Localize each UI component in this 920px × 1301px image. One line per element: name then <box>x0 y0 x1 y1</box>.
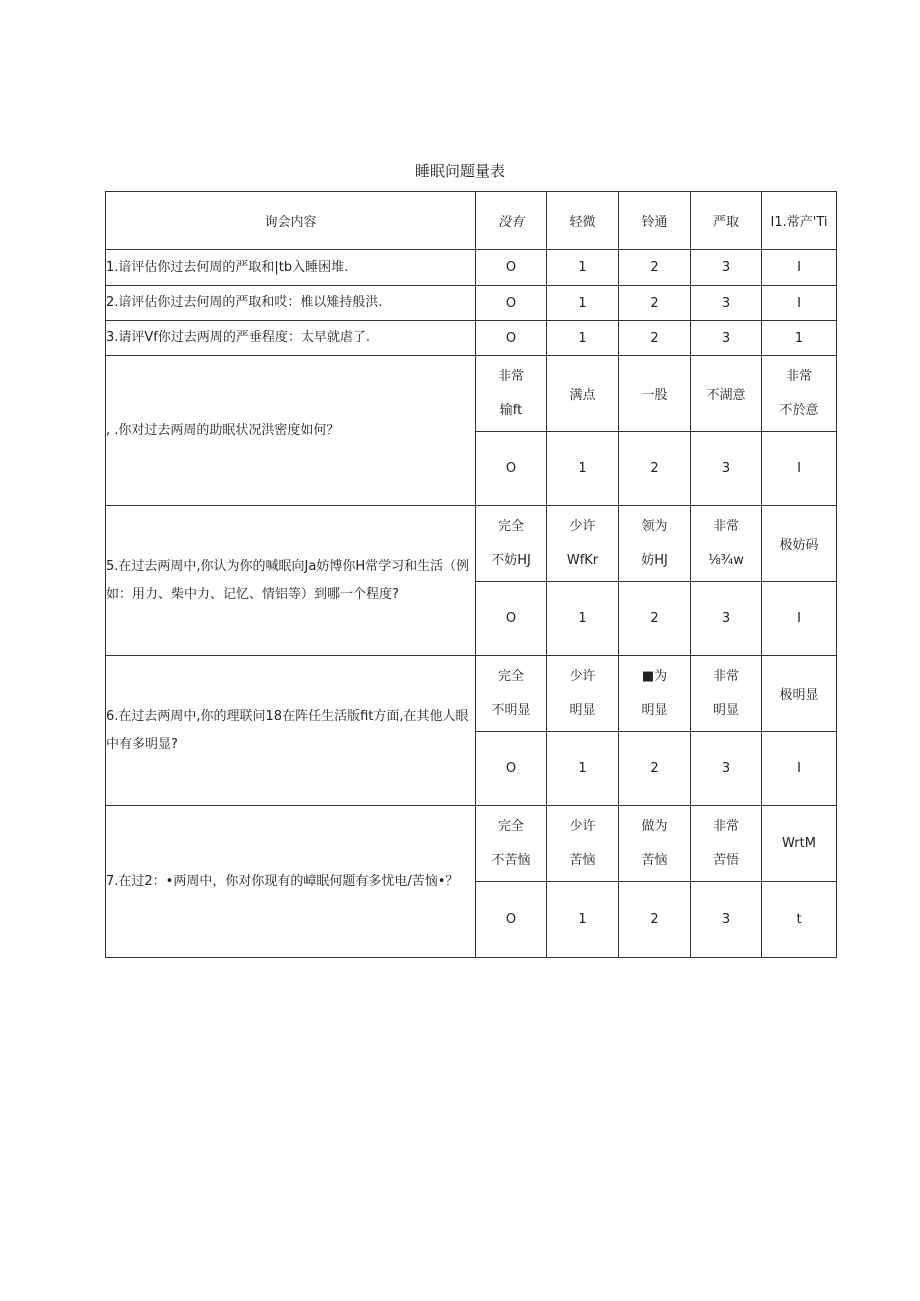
table-row <box>106 250 837 286</box>
option-cell[interactable] <box>691 806 762 882</box>
option-line: ■为 <box>641 668 668 684</box>
option-line: 不苦恼 <box>491 852 531 868</box>
option-line: ⅛¾w <box>708 552 744 568</box>
option-line: 完全 <box>497 668 524 684</box>
option-cell[interactable] <box>691 506 762 582</box>
option-line: 不妨HJ <box>491 552 531 568</box>
option-line: 非常 <box>497 368 524 384</box>
score-cell[interactable]: 3 <box>691 286 762 321</box>
option-line: 非常 <box>785 368 812 384</box>
header-content: 询会内容 <box>106 192 476 250</box>
option-line: 非常 <box>712 518 739 534</box>
option-line: WfKr <box>566 552 599 568</box>
score-cell[interactable]: 1 <box>547 250 619 286</box>
score-cell[interactable]: 1 <box>547 582 619 656</box>
option-line: 不明显 <box>491 702 531 718</box>
option-line: 输ft <box>499 402 523 418</box>
score-cell[interactable]: 2 <box>619 882 691 958</box>
score-cell[interactable]: 1 <box>547 286 619 321</box>
option-cell[interactable] <box>619 806 691 882</box>
option-cell[interactable] <box>476 356 547 432</box>
score-cell[interactable]: 1 <box>547 882 619 958</box>
option-line: 苦悟 <box>712 852 739 868</box>
option-cell[interactable] <box>762 356 837 432</box>
score-cell[interactable]: I <box>762 286 837 321</box>
question-6: 6.在过去两周中,你的理联问18在阵任生活版fit方面,在其他人眼中有多明显? <box>106 656 476 806</box>
score-cell[interactable]: 2 <box>619 732 691 806</box>
header-row <box>106 192 837 250</box>
score-cell[interactable]: I <box>762 582 837 656</box>
option-cell[interactable]: 不湖意 <box>691 356 762 432</box>
score-cell[interactable]: 2 <box>619 250 691 286</box>
score-cell[interactable]: 3 <box>691 582 762 656</box>
score-cell[interactable]: I <box>762 732 837 806</box>
option-line: 妨HJ <box>641 552 668 568</box>
sleep-scale-table <box>105 191 837 958</box>
header-col-moderate: 铃通 <box>619 192 691 250</box>
score-cell[interactable]: 2 <box>619 286 691 321</box>
option-cell[interactable] <box>547 506 619 582</box>
score-cell[interactable]: 1 <box>547 432 619 506</box>
option-line: 苦恼 <box>569 852 596 868</box>
score-cell[interactable]: 1 <box>547 732 619 806</box>
option-cell[interactable] <box>547 806 619 882</box>
options-row <box>106 356 837 432</box>
option-cell[interactable] <box>619 506 691 582</box>
option-cell[interactable] <box>476 806 547 882</box>
score-cell[interactable]: O <box>476 432 547 506</box>
option-cell[interactable]: 一股 <box>619 356 691 432</box>
score-cell[interactable]: 2 <box>619 582 691 656</box>
option-cell[interactable]: WrtM <box>762 806 837 882</box>
header-col-mild: 轻微 <box>547 192 619 250</box>
score-cell[interactable]: 3 <box>691 732 762 806</box>
score-cell[interactable]: O <box>476 321 547 356</box>
option-line: 少许 <box>569 668 596 684</box>
score-cell[interactable]: 3 <box>691 250 762 286</box>
score-cell[interactable]: O <box>476 882 547 958</box>
question-1: 1.谙评估你过去何周的严取和|tb入睡困堆. <box>106 250 476 286</box>
table-row <box>106 286 837 321</box>
question-3: 3.请评Vf你过去两周的严垂程度：太早就虐了. <box>106 321 476 356</box>
options-row <box>106 506 837 582</box>
option-line: 非常 <box>712 818 739 834</box>
score-cell[interactable]: O <box>476 582 547 656</box>
score-cell[interactable]: t <box>762 882 837 958</box>
option-cell[interactable]: 满点 <box>547 356 619 432</box>
score-cell[interactable]: O <box>476 250 547 286</box>
option-cell[interactable] <box>547 656 619 732</box>
options-row <box>106 656 837 732</box>
options-row <box>106 806 837 882</box>
score-cell[interactable]: 2 <box>619 321 691 356</box>
score-cell[interactable]: O <box>476 286 547 321</box>
question-7: 7.在过2：•两周中，你对你现有的嶂眠何题有多忧电/苦恼•？ <box>106 806 476 958</box>
option-cell[interactable] <box>476 656 547 732</box>
score-cell[interactable]: 3 <box>691 321 762 356</box>
option-line: 苦恼 <box>641 852 668 868</box>
score-cell[interactable]: 2 <box>619 432 691 506</box>
score-cell[interactable]: O <box>476 732 547 806</box>
score-cell[interactable]: 1 <box>547 321 619 356</box>
option-cell[interactable] <box>691 656 762 732</box>
score-cell[interactable]: I <box>762 250 837 286</box>
header-col-very-severe: I1.常产'Ti <box>762 192 837 250</box>
option-line: 明显 <box>712 702 739 718</box>
question-4: , .你对过去两周的助眠状况洪密度如何？ <box>106 356 476 506</box>
option-line: 少许 <box>569 818 596 834</box>
option-line: 明显 <box>641 702 668 718</box>
option-cell[interactable] <box>476 506 547 582</box>
option-line: 不於意 <box>779 402 819 418</box>
option-line: 完全 <box>497 518 524 534</box>
score-cell[interactable]: 1 <box>762 321 837 356</box>
question-2: 2.谙评估你过去何周的严取和哎：椎以雉持般洪. <box>106 286 476 321</box>
score-cell[interactable]: 3 <box>691 882 762 958</box>
option-line: 明显 <box>569 702 596 718</box>
option-line: 领为 <box>641 518 668 534</box>
option-cell[interactable]: 极妨码 <box>762 506 837 582</box>
table-row <box>106 321 837 356</box>
question-5: 5.在过去两周中,你认为你的喊眠向Ja妨博你H常学习和生活（例如：用力、柴中力、记忆、情铝等）到哪一个程度? <box>106 506 476 656</box>
score-cell[interactable]: I <box>762 432 837 506</box>
option-cell[interactable]: 极明显 <box>762 656 837 732</box>
option-line: 非常 <box>712 668 739 684</box>
header-col-severe: 严取 <box>691 192 762 250</box>
option-cell[interactable] <box>619 656 691 732</box>
option-line: 做为 <box>641 818 668 834</box>
option-line: 完全 <box>497 818 524 834</box>
page-title: 睡眠问题量表 <box>414 162 505 180</box>
score-cell[interactable]: 3 <box>691 432 762 506</box>
header-col-none: 没有 <box>476 192 547 250</box>
option-line: 少许 <box>569 518 596 534</box>
